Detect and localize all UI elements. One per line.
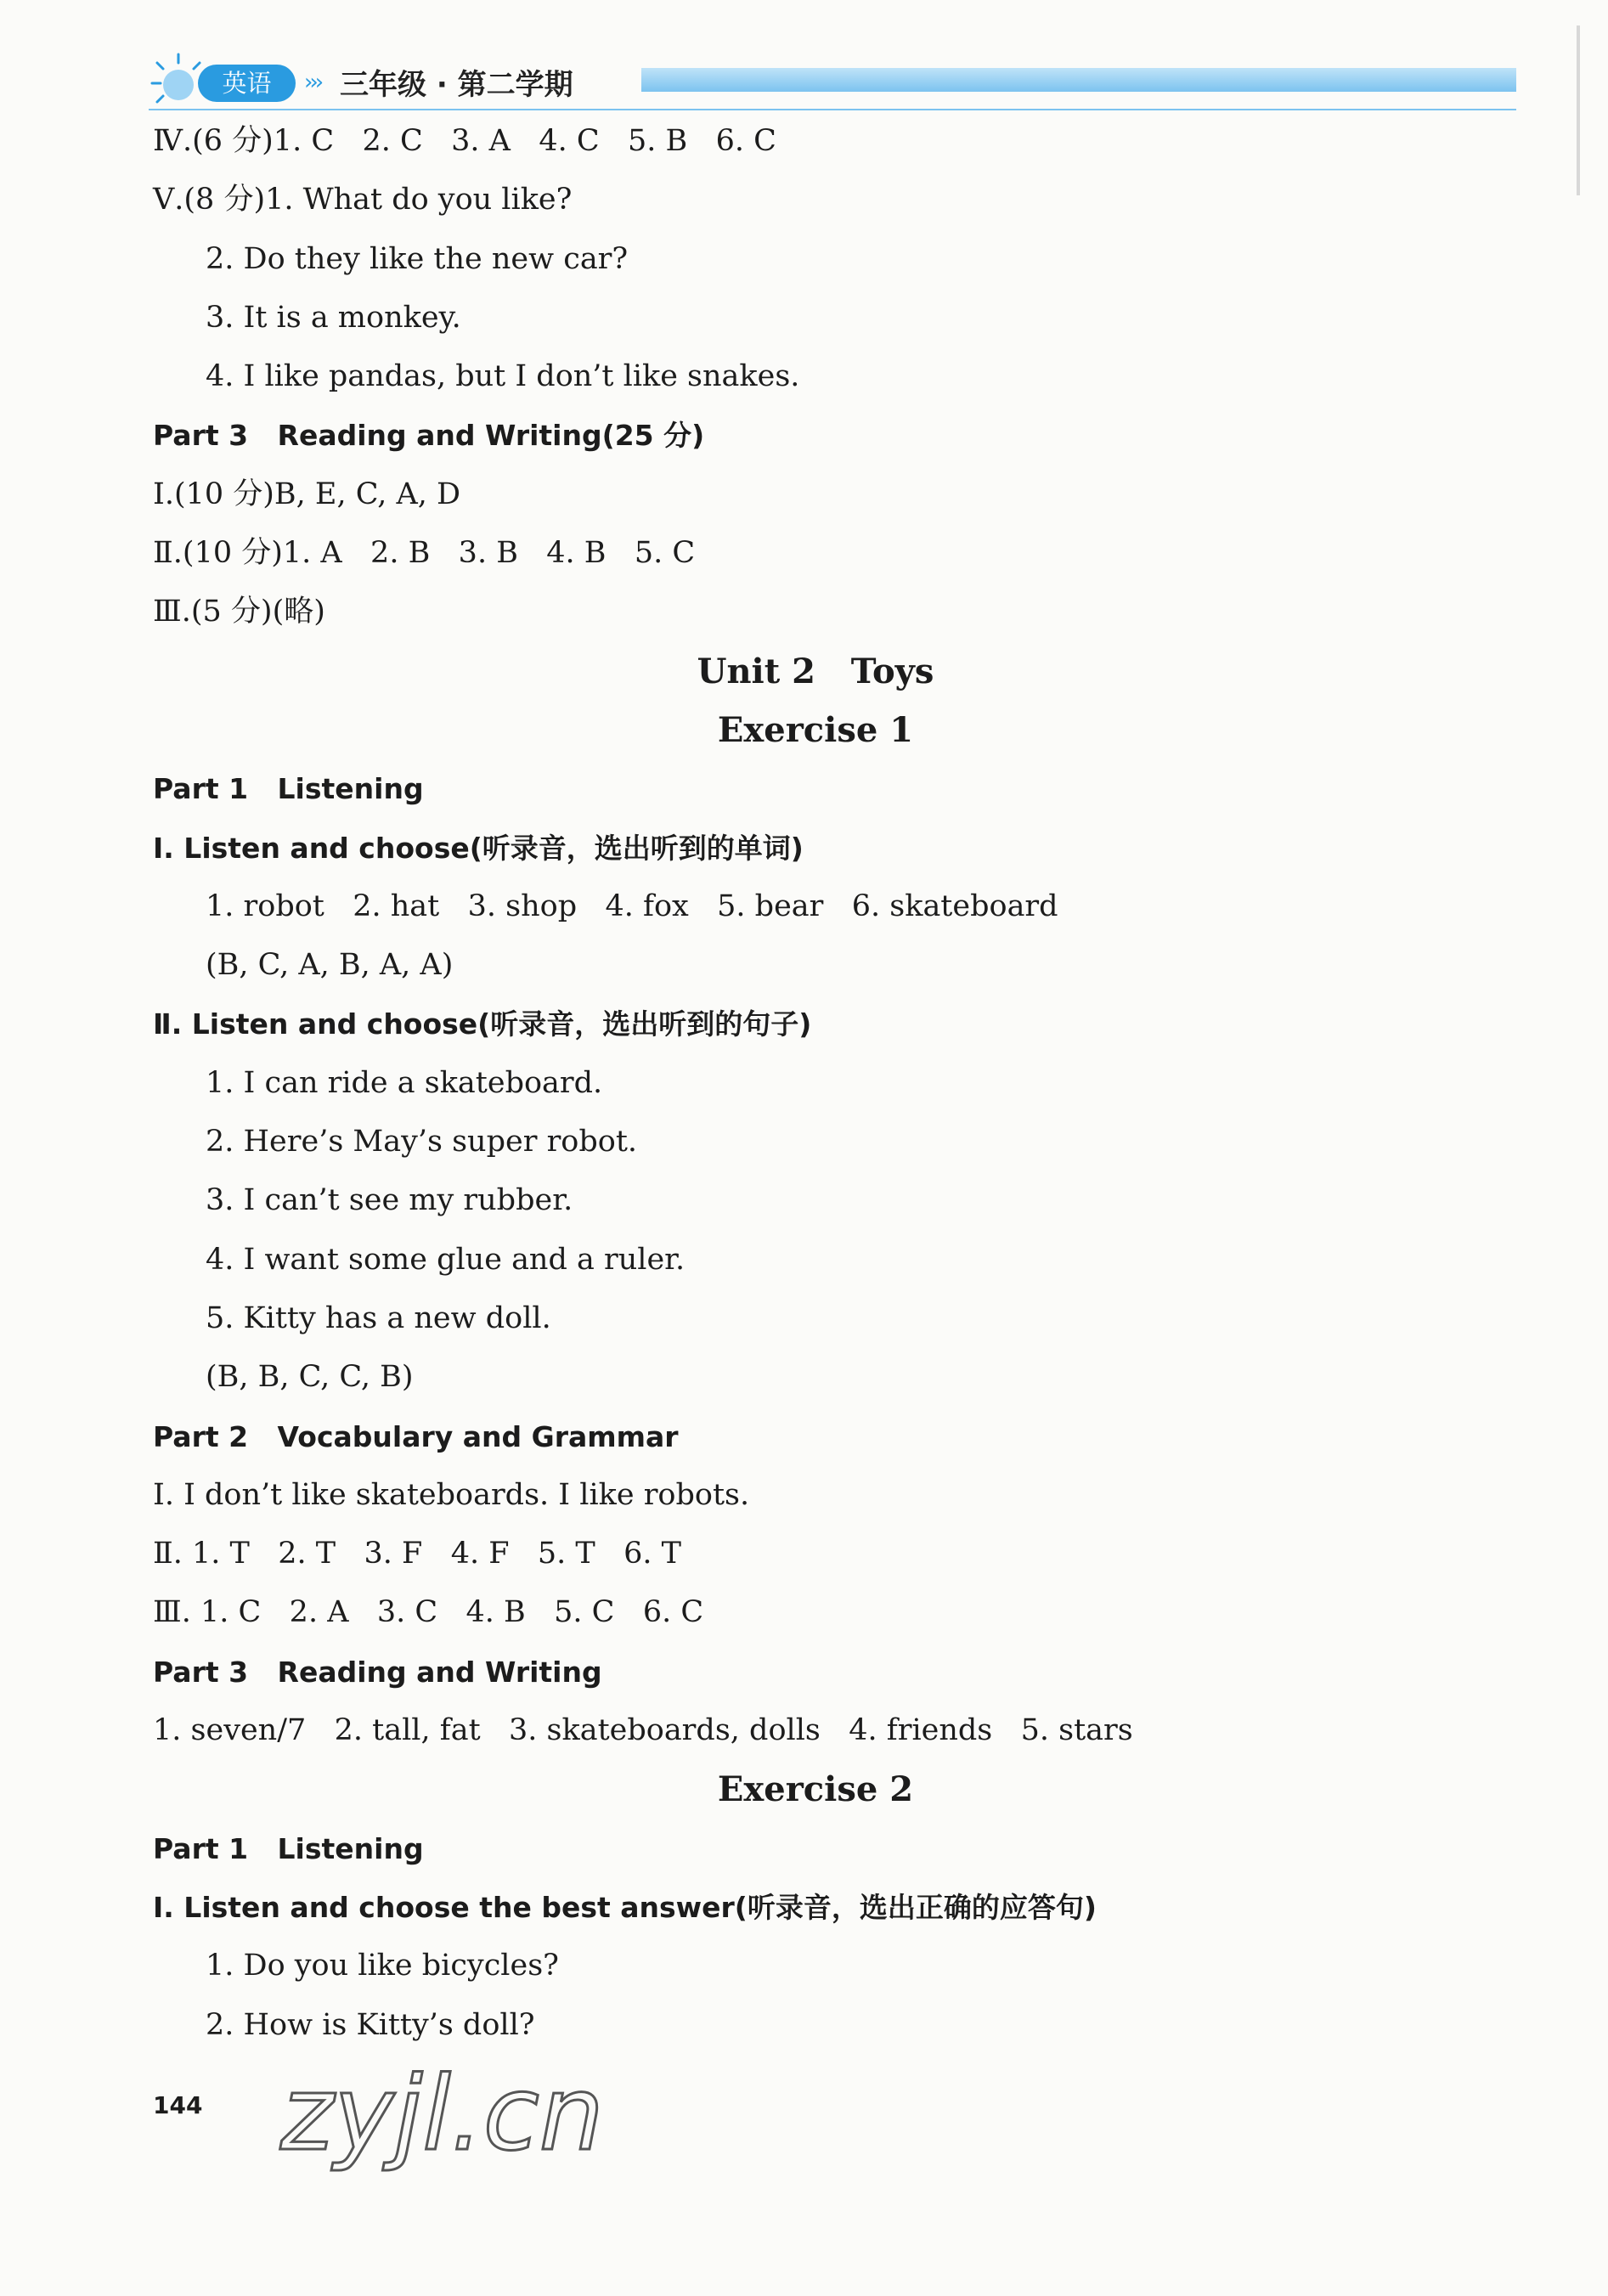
answer-line: 1. Do you like bicycles? <box>206 1949 559 1983</box>
answer-line: Ⅱ. 1. T 2. T 3. F 4. F 5. T 6. T <box>153 1537 681 1571</box>
centered-title: Unit 2 Toys <box>697 651 934 691</box>
header-arrows-icon: ››› <box>304 70 321 95</box>
header-title: 三年级 · 第二学期 <box>340 68 573 102</box>
answer-line: 3. It is a monkey. <box>206 300 461 335</box>
section-heading: Part 1 Listening <box>153 772 424 806</box>
answer-line: 1. robot 2. hat 3. shop 4. fox 5. bear 6. skateboard <box>206 889 1058 923</box>
answer-content <box>153 112 1478 2055</box>
answer-line: 4. I like pandas, but I don’t like snakes. <box>206 359 800 394</box>
answer-line: Ⅰ. I don’t like skateboards. I like robots. <box>153 1477 750 1512</box>
page-number: 144 <box>153 2091 203 2119</box>
answer-line: (B, C, A, B, A, A) <box>206 948 454 983</box>
section-heading: Ⅱ. Listen and choose(听录音，选出听到的句子) <box>153 1007 812 1041</box>
answer-line: 2. How is Kitty’s doll? <box>206 2007 535 2042</box>
section-heading: Part 1 Listening <box>153 1831 424 1865</box>
page-header <box>149 51 1516 110</box>
section-heading: Part 3 Reading and Writing(25 分) <box>153 419 705 453</box>
answer-line: 4. I want some glue and a ruler. <box>206 1242 686 1277</box>
answer-line: Ⅲ.(5 分)(略) <box>153 595 325 629</box>
answer-line: Ⅴ.(8 分)1. What do you like? <box>153 183 573 217</box>
answer-line: 2. Here’s May’s super robot. <box>206 1125 638 1159</box>
answer-line: 2. Do they like the new car? <box>206 241 629 276</box>
answer-line: 1. seven/7 2. tall, fat 3. skateboards, dolls 4. friends 5. stars <box>153 1713 1133 1748</box>
answer-line: (B, B, C, C, B) <box>206 1360 414 1395</box>
section-heading: Ⅰ. Listen and choose(听录音，选出听到的单词) <box>153 831 804 865</box>
page-edge-shadow <box>1577 25 1580 195</box>
header-bar <box>641 68 1516 92</box>
section-heading: Ⅰ. Listen and choose the best answer(听录音，选出正确的应答句) <box>153 1890 1097 1924</box>
answer-line: 5. Kitty has a new doll. <box>206 1300 551 1335</box>
section-heading: Part 3 Reading and Writing <box>153 1655 602 1689</box>
header-divider <box>149 109 1516 110</box>
centered-title: Exercise 1 <box>717 709 914 750</box>
answer-line: Ⅳ.(6 分)1. C 2. C 3. A 4. C 5. B 6. C <box>153 124 776 158</box>
watermark-logo <box>272 2056 671 2175</box>
answer-line: Ⅱ.(10 分)1. A 2. B 3. B 4. B 5. C <box>153 536 696 571</box>
answer-line: Ⅲ. 1. C 2. A 3. C 4. B 5. C 6. C <box>153 1595 704 1630</box>
centered-title: Exercise 2 <box>717 1769 914 1810</box>
watermark-text: zyjl.cn <box>280 2056 604 2174</box>
answer-line: 3. I can’t see my rubber. <box>206 1183 573 1218</box>
answer-line: Ⅰ.(10 分)B, E, C, A, D <box>153 477 461 511</box>
section-heading: Part 2 Vocabulary and Grammar <box>153 1419 679 1453</box>
answer-line: 1. I can ride a skateboard. <box>206 1065 603 1100</box>
subject-badge: 英语 <box>198 65 296 102</box>
